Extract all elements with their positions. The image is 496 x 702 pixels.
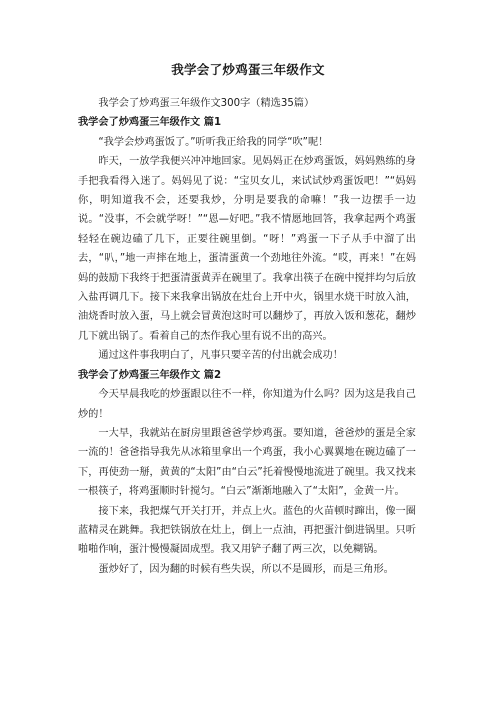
paragraph: 今天早晨我吃的炒蛋跟以往不一样，你知道为什么吗？因为这是我自己炒的！ <box>78 389 416 420</box>
paragraph: 通过这件事我明白了，凡事只要辛苦的付出就会成功！ <box>98 350 343 362</box>
paragraph: “我学会炒鸡蛋饭了。”听听我正给我的同学“吹”呢！ <box>98 136 329 148</box>
document-subtitle: 我学会了炒鸡蛋三年级作文300字（精选35篇） <box>98 98 315 109</box>
paragraph: 昨天，一放学我便兴冲冲地回家。见妈妈正在炒鸡蛋饭，妈妈熟练的身手把我看得入迷了。妈妈见了说：“宝贝女儿，来试试炒鸡蛋饭吧！”“妈妈你，明知道我不会，还要我炒，分明是要我的命嘛！”我一边摆手一边说。“没事，不会就学呀！”“恩—好吧。”我不情愿地回答，我拿起两个鸡蛋轻轻在碗边磕了几下，正要往碗里倒。“呀！”鸡蛋一下子从手中溜了出去，“叭，”地一声摔在地上，蛋清蛋黄一个劲地往外流。“哎，再来！”在妈妈的鼓励下我终于把蛋清蛋黄弄在碗里了。我拿出筷子在碗中搅拌均匀后放入盐再调几下。接下来我拿出锅放在灶台上开中火，锅里水烧干时放入油，油烧香时放入蛋，马上就会冒黄泡这时可以翻炒了，再放入饭和葱花，翻炒几下就出锅了。看着自己的杰作我心里有说不出的高兴。 <box>78 156 416 342</box>
paragraph: 接下来，我把煤气开关打开，并点上火。蓝色的火苗顿时蹿出，像一圈蓝精灵在跳舞。我把铁锅放在灶上，倒上一点油，再把蛋汁倒进锅里。只听啪啪作响，蛋汁慢慢凝固成型。我又用铲子翻了两三次，以免糊锅。 <box>78 505 416 556</box>
paragraph: 蛋炒好了，因为翻的时候有些失误，所以不是圆形，而是三角形。 <box>98 563 394 575</box>
section-heading-2: 我学会了炒鸡蛋三年级作文 篇2 <box>78 369 222 381</box>
document-body <box>78 94 416 579</box>
document-title: 我学会了炒鸡蛋三年级作文 <box>171 62 325 77</box>
paragraph: 一大早，我就站在厨房里跟爸爸学炒鸡蛋。要知道，爸爸炒的蛋是全家一流的！爸爸指导我先从冰箱里拿出一个鸡蛋，我小心翼翼地在碗边磕了一下，再使劲一掰，黄黄的“太阳”由“白云”托着慢慢地流进了碗里。我又找来一根筷子，将鸡蛋顺时针搅匀。“白云”渐渐地融入了“太阳”，金黄一片。 <box>78 427 416 498</box>
section-heading-1: 我学会了炒鸡蛋三年级作文 篇1 <box>78 117 222 129</box>
